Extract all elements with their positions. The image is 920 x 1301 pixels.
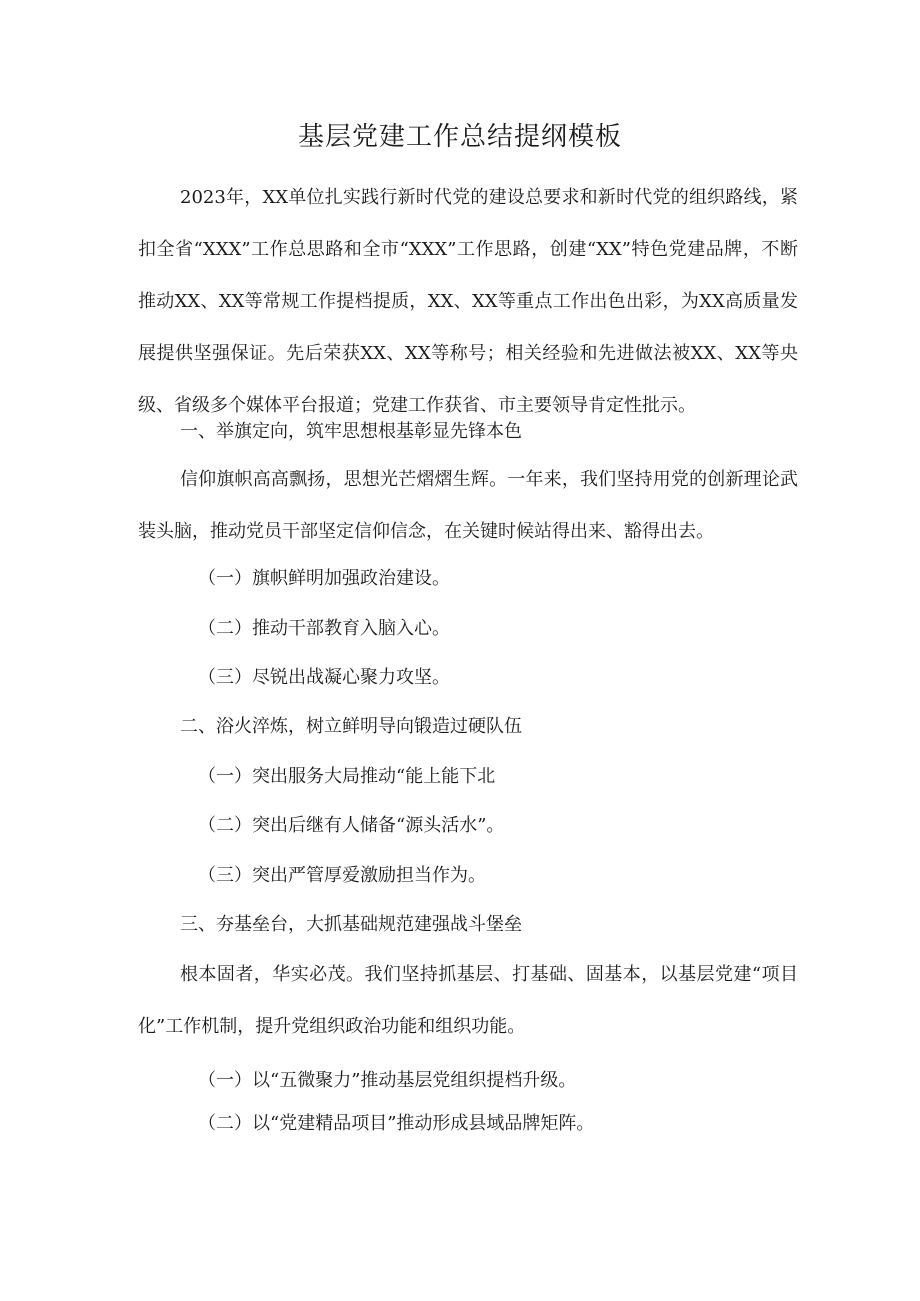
section-2-item-3: （三）突出严管厚爱激励担当作为。 (198, 865, 486, 886)
intro-paragraph: 2023年，XX单位扎实践行新时代党的建设总要求和新时代党的组织路线，紧扣全省“XXX”工作总思路和全市“XXX”工作思路，创建“XX”特色党建品牌，不断推动XX、XX等常规工作提档提质，XX、XX等重点工作出色出彩，为XX高质量发展提供坚强保证。先后荣获XX、XX等称号；相关经验和先进做法被XX、XX等央级、省级多个媒体平台报道；党建工作获省、市主要领导肯定性批示。 (138, 187, 798, 416)
section-1-item-3: （三）尽锐出战凝心聚力攻坚。 (198, 667, 450, 688)
section-3-item-1: （一）以“五微聚力”推动基层党组织提档升级。 (198, 1070, 577, 1091)
section-2-item-2: （二）突出后继有人储备“源头活水”。 (198, 815, 505, 836)
section-3-heading: 三、夯基垒台，大抓基础规范建强战斗堡垒 (180, 914, 522, 935)
section-2-heading: 二、浴火淬炼，树立鲜明导向锻造过硬队伍 (180, 716, 522, 737)
document-title: 基层党建工作总结提纲模板 (297, 122, 622, 152)
section-1-item-1: （一）旗帜鲜明加强政治建设。 (198, 568, 450, 589)
section-1-heading: 一、举旗定向，筑牢思想根基彰显先锋本色 (180, 421, 522, 442)
section-1-item-2: （二）推动干部教育入脑入心。 (198, 618, 450, 639)
section-2-item-1: （一）突出服务大局推动“能上能下北 (198, 766, 496, 787)
section-3-paragraph: 根本固者，华实必茂。我们坚持抓基层、打基础、固基本，以基层党建“项目化”工作机制，提升党组织政治功能和组织功能。 (138, 964, 798, 1037)
section-3-item-2: （二）以“党建精品项目”推动形成县域品牌矩阵。 (198, 1113, 595, 1134)
section-1-paragraph: 信仰旗帜高高飘扬，思想光芒熠熠生辉。一年来，我们坚持用党的创新理论武装头脑，推动党员干部坚定信仰信念，在关键时候站得出来、豁得出去。 (138, 469, 798, 542)
